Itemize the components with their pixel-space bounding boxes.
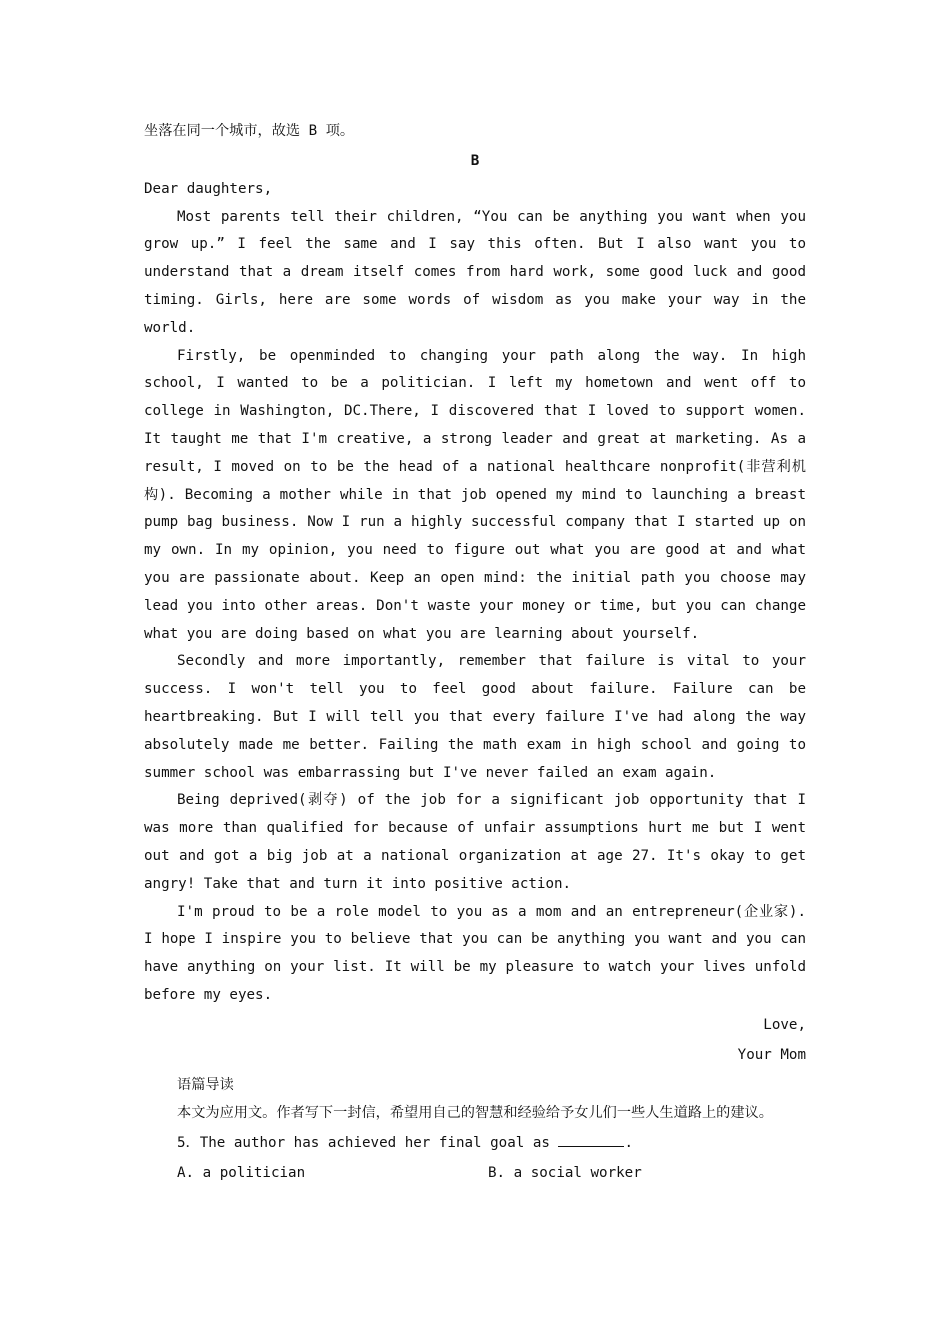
letter-paragraph-2: Firstly, be openminded to changing your path along the way. In high school, I wanted to be a politician. I left my hometown and went off to college in Washington, DC.There, I discovered that I loved to support women. It taught me that I'm creative, a strong leader and great at marketing. As a result, I moved on to be the head of a national healthcare nonprofit(非营利机构). Becoming a mother while in that job opened my mind to launching a breast pump bag business. Now I run a highly successful company that I started up on my own. In my opinion, you need to figure out what you are good at and what you are passionate about. Keep an open mind: the initial path you choose may lead you into other areas. Don't waste your money or time, but you can change what you are doing based on what you are learning about yourself.: [144, 347, 806, 642]
letter-paragraph-3: Secondly and more importantly, remember that failure is vital to your success. I won't tell you to feel good about failure. Failure can be heartbreaking. But I will tell you that every failure I've had along the way absolutely made me better. Failing the math exam in high school and going to summer school was embarrassing but I've never failed an exam again.: [144, 653, 806, 781]
question-stem: [144, 1128, 806, 1158]
letter-greeting: Dear daughters,: [144, 180, 273, 197]
answer-blank: [558, 1134, 624, 1147]
letter-paragraph-1: Most parents tell their children, “You can be anything you want when you grow up.” I feel the same and I say this often. But I also want you to understand that a dream itself comes from hard work, some good luck and good timing. Girls, here are some words of wisdom as you make your way in the world.: [144, 208, 806, 336]
guide-text: 本文为应用文。作者写下一封信，希望用自己的智慧和经验给予女儿们一些人生道路上的建议。: [177, 1104, 773, 1121]
document-page: [144, 118, 806, 1188]
question-stem-end: .: [624, 1134, 634, 1151]
option-b: B. a social worker: [488, 1164, 642, 1181]
section-label: B: [470, 152, 480, 169]
letter-paragraph-5: I'm proud to be a role model to you as a mom and an entrepreneur(企业家). I hope I inspire you to believe that you can be anything you want and you can have anything on your list. It will be my pleasure to watch your lives unfold before my eyes.: [144, 903, 806, 1003]
question-stem-text: 5．The author has achieved her final goal as: [177, 1134, 559, 1151]
guide-label: 语篇导读: [177, 1076, 234, 1093]
letter-paragraph-4: Being deprived(剥夺) of the job for a significant job opportunity that I was more than qualified for because of unfair assumptions hurt me but I went out and got a big job at a national organization at age 27. It's okay to get angry! Take that and turn it into positive action.: [144, 792, 806, 892]
previous-answer-tail: 坐落在同一个城市，故选 B 项。: [144, 123, 355, 139]
letter-signature: Your Mom: [737, 1046, 806, 1063]
letter-closing: Love,: [763, 1016, 806, 1033]
answer-options: [144, 1158, 806, 1188]
option-a: A. a politician: [177, 1164, 306, 1181]
